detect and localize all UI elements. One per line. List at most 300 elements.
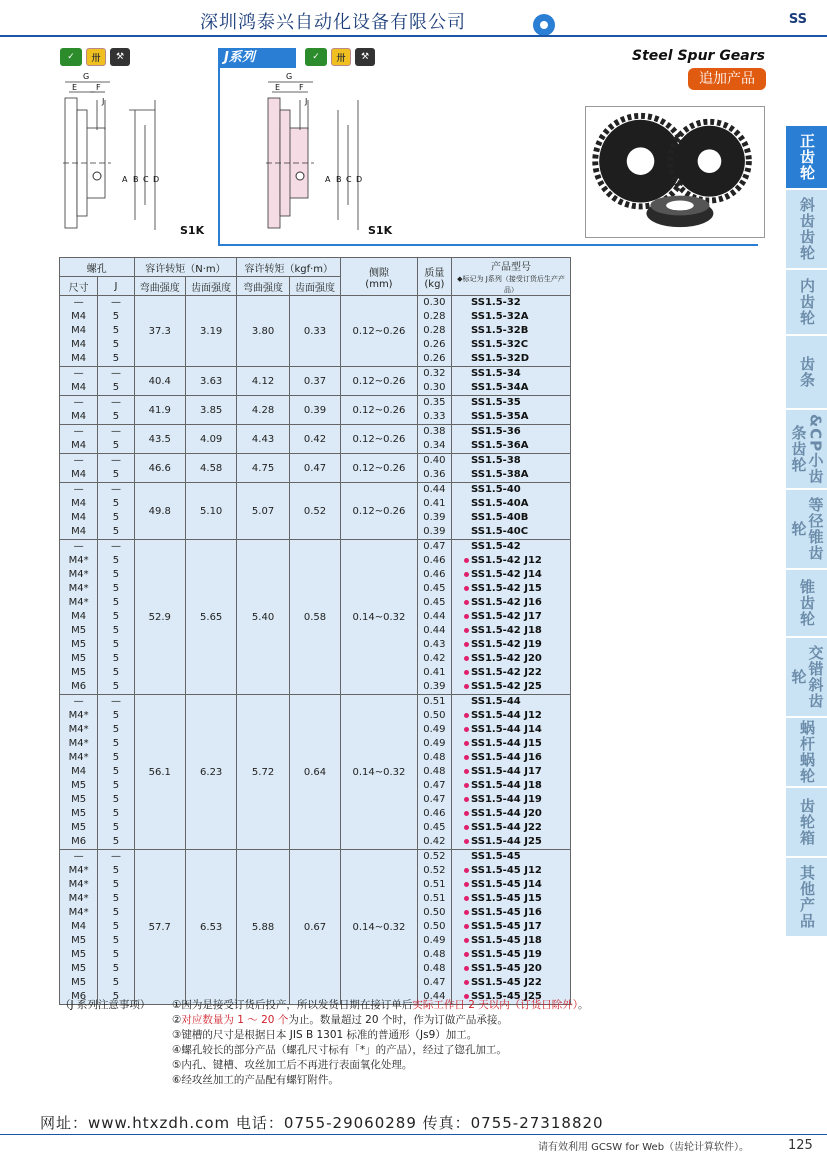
stack-cell [452,850,571,1005]
mass-cell: 0.36 [423,469,446,480]
bending-kgf-cell: 4.28 [237,396,289,425]
screw-size-cell: M4* [68,893,89,904]
mass-cell: 0.45 [423,583,446,594]
note-2-highlight: 对应数量为 1 ～ 20 个 [181,1014,289,1026]
model-text: SS1.5-45 J17 [471,921,542,932]
side-nav-item-7[interactable]: 交错斜齿轮 [786,638,827,718]
backlash-cell: 0.12~0.26 [341,296,418,367]
note-1-end: 。 [578,999,589,1011]
j-cell: 5 [112,597,120,608]
model-text: SS1.5-40 [471,484,521,495]
mass-cell: 0.44 [423,991,446,1002]
stack-cell [452,454,571,483]
screw-size-cell: M4* [68,907,89,918]
rohs-icon: ✓ [60,48,82,66]
jseries-dot-icon [464,741,469,746]
jseries-dot-icon [464,811,469,816]
model-cell [464,765,568,779]
jseries-dot-icon [464,684,469,689]
jseries-dot-icon [464,966,469,971]
model-text: SS1.5-40C [471,526,529,537]
model-cell [464,568,568,582]
model-text: SS1.5-36A [471,440,529,451]
note-2-num: ② [172,1014,182,1026]
section-code: SS [788,12,807,27]
model-text: SS1.5-44 J22 [471,822,542,833]
j-cell: 5 [112,382,120,393]
header-torque-nm: 容许转矩（N·m） [134,258,237,277]
jseries-dot-icon [464,896,469,901]
model-text: SS1.5-44 J12 [471,710,542,721]
screw-size-cell: M4 [71,339,87,350]
model-cell [464,821,568,835]
jseries-dot-icon [464,882,469,887]
j-cell: — [110,851,121,862]
mass-cell: 0.28 [423,325,446,336]
mass-cell: 0.33 [423,411,446,422]
note-2 [172,1013,732,1028]
header-backlash-unit: (mm) [365,278,393,290]
backlash-cell: 0.14~0.32 [341,850,418,1005]
mass-cell: 0.49 [423,935,446,946]
screw-size-cell: M4 [71,498,87,509]
dim-b: B [336,175,342,184]
screw-size-cell: M4* [68,865,89,876]
mass-cell: 0.41 [423,667,446,678]
jseries-dot-icon [464,572,469,577]
j-cell: 5 [112,991,120,1002]
mass-cell: 0.46 [423,555,446,566]
dim-g: G [83,72,90,81]
drawing-label-left: S1K [180,224,205,237]
surface-nm-cell: 3.63 [185,367,236,396]
mass-cell: 0.51 [423,893,446,904]
screw-size-cell: M4* [68,738,89,749]
company-name: 深圳鸿泰兴自动化设备有限公司 [200,12,466,33]
surface-nm-cell: 6.53 [185,850,236,1005]
badge-row-right [305,48,375,66]
model-cell [464,497,568,511]
dim-g: G [286,72,293,81]
mass-cell: 0.48 [423,766,446,777]
bending-nm-cell: 37.3 [134,296,185,367]
table-row-group [60,454,571,483]
header-size: 尺寸 [60,277,98,296]
screw-size-cell: M5 [71,667,87,678]
model-cell [464,468,568,482]
screw-size-cell: M4* [68,583,89,594]
model-cell [464,610,568,624]
jseries-dot-icon [464,797,469,802]
model-cell [464,483,568,497]
mass-cell: 0.47 [423,541,446,552]
jseries-dot-icon [464,628,469,633]
header-screw: 螺孔 [60,258,135,277]
side-nav [786,126,827,938]
surface-kgf-cell: 0.47 [289,454,340,483]
j-cell: 5 [112,625,120,636]
model-text: SS1.5-44 J18 [471,780,542,791]
header-torque-kgf: 容许转矩（kgf·m） [237,258,341,277]
j-cell: 5 [112,440,120,451]
surface-kgf-cell: 0.64 [289,695,340,850]
mass-cell: 0.42 [423,836,446,847]
model-cell [464,709,568,723]
side-nav-item-1[interactable]: 斜齿齿轮 [786,190,827,270]
header-divider [0,35,827,37]
screw-size-cell: M5 [71,963,87,974]
jseries-dot-icon [464,839,469,844]
model-cell [464,666,568,680]
model-text: SS1.5-45 J14 [471,879,542,890]
stack-cell [417,296,451,367]
header-model-note: ◆标记为 J系列（接受订货后生产产品） [457,275,565,294]
screw-size-cell: — [73,696,84,707]
jseries-dot-icon [464,614,469,619]
backlash-cell: 0.12~0.26 [341,483,418,540]
j-cell: 5 [112,949,120,960]
screw-size-cell: M4* [68,555,89,566]
dim-f: F [299,83,304,92]
j-cell: 5 [112,752,120,763]
table-row-group [60,296,571,367]
screw-size-cell: — [73,851,84,862]
side-nav-item-6[interactable]: 锥齿轮 [786,570,827,638]
j-cell: 5 [112,653,120,664]
model-cell [464,850,568,864]
dim-d: D [153,175,160,184]
mass-cell: 0.44 [423,625,446,636]
model-cell [464,367,568,381]
model-cell [464,324,568,338]
j-cell: 5 [112,963,120,974]
jseries-dot-icon [464,938,469,943]
dim-d: D [356,175,363,184]
model-text: SS1.5-32D [471,353,530,364]
model-text: SS1.5-45 J15 [471,893,542,904]
model-text: SS1.5-42 [471,541,521,552]
header-mass-unit: (kg) [424,278,445,290]
screw-size-cell: M6 [71,836,87,847]
model-text: SS1.5-42 J16 [471,597,542,608]
table-row-group [60,850,571,1005]
model-text: SS1.5-44 [471,696,521,707]
surface-kgf-cell: 0.42 [289,425,340,454]
backlash-cell: 0.12~0.26 [341,367,418,396]
jseries-dot-icon [464,952,469,957]
hardened-icon: ⚒ [355,48,375,66]
mass-cell: 0.47 [423,794,446,805]
model-cell [464,962,568,976]
header-mass [417,258,451,296]
surface-kgf-cell: 0.37 [289,367,340,396]
screw-size-cell: M5 [71,822,87,833]
stack-cell [60,425,98,454]
j-cell: — [110,541,121,552]
model-text: SS1.5-42 J25 [471,681,542,692]
screw-size-cell: M4 [71,353,87,364]
product-title: Steel Spur Gears [632,48,765,64]
screw-size-cell: M5 [71,653,87,664]
bending-kgf-cell: 5.72 [237,695,289,850]
table-row-group [60,695,571,850]
surface-kgf-cell: 0.52 [289,483,340,540]
note-1-text: ①因为是接受订货后投产，所以发货日期在接订单后 [172,999,413,1011]
j-cell: 5 [112,526,120,537]
model-cell [464,454,568,468]
surface-nm-cell: 5.65 [185,540,236,695]
jseries-dot-icon [464,980,469,985]
surface-kgf-cell: 0.58 [289,540,340,695]
stack-cell [452,425,571,454]
j-cell: 5 [112,907,120,918]
mass-cell: 0.32 [423,368,446,379]
model-text: SS1.5-35 [471,397,521,408]
j-cell: 5 [112,569,120,580]
j-cell: — [110,368,121,379]
stack-cell [98,483,134,540]
j-cell: 5 [112,353,120,364]
model-cell [464,381,568,395]
note-4: ④螺孔较长的部分产品（螺孔尺寸标有「*」的产品），经过了锪孔加工。 [172,1044,507,1056]
model-cell [464,948,568,962]
bending-kgf-cell: 4.75 [237,454,289,483]
mass-cell: 0.50 [423,921,446,932]
screw-size-cell: — [73,426,84,437]
side-nav-item-2[interactable]: 内齿轮 [786,270,827,336]
model-text: SS1.5-42 J14 [471,569,542,580]
backlash-cell: 0.14~0.32 [341,695,418,850]
surface-nm-cell: 4.58 [185,454,236,483]
mass-cell: 0.38 [423,426,446,437]
model-text: SS1.5-38 [471,455,521,466]
bending-nm-cell: 40.4 [134,367,185,396]
j-cell: 5 [112,766,120,777]
model-text: SS1.5-45 [471,851,521,862]
product-photo [585,106,765,238]
screw-size-cell: M4* [68,597,89,608]
j-cell: — [110,297,121,308]
j-cell: 5 [112,311,120,322]
screw-size-cell: M5 [71,949,87,960]
model-cell [464,652,568,666]
screw-size-cell: — [73,368,84,379]
side-nav-item-8[interactable]: 蜗杆蜗轮 [786,718,827,788]
table-row-group [60,396,571,425]
bending-kgf-cell: 3.80 [237,296,289,367]
stack-cell [98,850,134,1005]
jseries-dot-icon [464,600,469,605]
model-text: SS1.5-45 J12 [471,865,542,876]
model-text: SS1.5-42 J15 [471,583,542,594]
surface-nm-cell: 6.23 [185,695,236,850]
mass-cell: 0.47 [423,780,446,791]
header-model-label: 产品型号 [491,262,531,273]
bending-nm-cell: 49.8 [134,483,185,540]
mass-cell: 0.50 [423,907,446,918]
j-cell: 5 [112,498,120,509]
dim-c: C [346,175,352,184]
screw-size-cell: M4 [71,512,87,523]
side-nav-item-0[interactable]: 正齿轮 [786,126,827,190]
bending-kgf-cell: 4.43 [237,425,289,454]
model-cell [464,296,568,310]
dim-c: C [143,175,149,184]
surface-nm-cell: 4.09 [185,425,236,454]
header-j: J [98,277,134,296]
screw-size-cell: M4 [71,611,87,622]
surface-nm-cell: 3.19 [185,296,236,367]
j-cell: 5 [112,822,120,833]
backlash-cell: 0.12~0.26 [341,396,418,425]
model-cell [464,540,568,554]
model-text: SS1.5-38A [471,469,529,480]
screw-size-cell: M6 [71,681,87,692]
j-cell: 5 [112,639,120,650]
screw-size-cell: M4 [71,382,87,393]
side-nav-item-4[interactable]: &CP小齿条齿轮 [786,410,827,490]
dim-b: B [133,175,139,184]
stack-cell [98,296,134,367]
model-text: SS1.5-44 J15 [471,738,542,749]
j-cell: — [110,455,121,466]
mass-cell: 0.46 [423,569,446,580]
model-cell [464,934,568,948]
model-cell [464,680,568,694]
model-cell [464,906,568,920]
gear-drawing-left [55,70,215,245]
jseries-dot-icon [464,713,469,718]
j-cell: 5 [112,583,120,594]
model-cell [464,511,568,525]
model-text: SS1.5-40B [471,512,529,523]
stack-cell [98,540,134,695]
surface-kgf-cell: 0.67 [289,850,340,1005]
stack-cell [452,296,571,367]
j-cell: 5 [112,710,120,721]
mass-cell: 0.51 [423,879,446,890]
model-cell [464,751,568,765]
stack-cell [452,540,571,695]
screw-size-cell: M5 [71,625,87,636]
screw-size-cell: M4 [71,440,87,451]
stack-cell [452,396,571,425]
stack-cell [60,483,98,540]
side-nav-item-10[interactable]: 其他产品 [786,858,827,938]
rohs-icon: ✓ [305,48,327,66]
added-product-badge: 追加产品 [688,68,766,90]
model-cell [464,878,568,892]
model-text: SS1.5-36 [471,426,521,437]
model-cell [464,439,568,453]
stack-cell [60,540,98,695]
header-bending-nm: 弯曲强度 [134,277,185,296]
jseries-dot-icon [464,924,469,929]
spec-table [59,257,571,1005]
mass-cell: 0.26 [423,339,446,350]
stack-cell [417,540,451,695]
model-cell [464,835,568,849]
j-cell: 5 [112,667,120,678]
screw-size-cell: M4* [68,724,89,735]
side-nav-item-3[interactable]: 齿条 [786,336,827,410]
model-text: SS1.5-45 J25 [471,991,542,1002]
jseries-dot-icon [464,910,469,915]
mass-cell: 0.28 [423,311,446,322]
model-cell [464,638,568,652]
j-cell: — [110,397,121,408]
stack-cell [417,695,451,850]
mass-cell: 0.46 [423,808,446,819]
footer-note: 请有效利用 GCSW for Web（齿轮计算软件）。 [538,1142,750,1153]
model-cell [464,554,568,568]
screw-size-cell: — [73,484,84,495]
model-text: SS1.5-32B [471,325,529,336]
model-text: SS1.5-34 [471,368,521,379]
backlash-cell: 0.12~0.26 [341,425,418,454]
footer-divider [0,1134,827,1135]
backlash-cell: 0.12~0.26 [341,454,418,483]
model-text: SS1.5-42 J18 [471,625,542,636]
bending-nm-cell: 52.9 [134,540,185,695]
stack-cell [417,850,451,1005]
mass-cell: 0.40 [423,455,446,466]
mass-cell: 0.26 [423,353,446,364]
mass-cell: 0.50 [423,710,446,721]
gear-drawing-right [258,70,418,245]
mass-cell: 0.52 [423,865,446,876]
screw-size-cell: M4 [71,311,87,322]
model-text: SS1.5-42 J19 [471,639,542,650]
model-cell [464,807,568,821]
mass-cell: 0.48 [423,752,446,763]
j-cell: 5 [112,339,120,350]
stack-cell [98,367,134,396]
mass-cell: 0.49 [423,724,446,735]
dim-f: F [96,83,101,92]
mass-cell: 0.43 [423,639,446,650]
header-model [452,258,571,296]
note-1 [172,998,732,1013]
surface-kgf-cell: 0.39 [289,396,340,425]
dim-a: A [325,175,331,184]
model-text: SS1.5-42 J17 [471,611,542,622]
note-5: ⑤内孔、键槽、攻丝加工后不再进行表面氧化处理。 [172,1059,413,1071]
side-nav-item-5[interactable]: 等径锥齿轮 [786,490,827,570]
mass-cell: 0.34 [423,440,446,451]
j-cell: 5 [112,977,120,988]
stack-cell [452,483,571,540]
mass-cell: 0.45 [423,597,446,608]
stack-cell [60,695,98,850]
j-cell: 5 [112,611,120,622]
j-cell: 5 [112,794,120,805]
dim-e: E [72,83,78,92]
j-cell: 5 [112,469,120,480]
screw-size-cell: M5 [71,808,87,819]
mass-cell: 0.30 [423,382,446,393]
stack-cell [417,454,451,483]
j-cell: 5 [112,512,120,523]
side-nav-item-9[interactable]: 齿轮箱 [786,788,827,858]
bending-kgf-cell: 5.07 [237,483,289,540]
model-cell [464,920,568,934]
screw-size-cell: M5 [71,639,87,650]
screw-size-cell: — [73,397,84,408]
bending-nm-cell: 57.7 [134,850,185,1005]
page-number: 125 [788,1138,813,1153]
model-cell [464,737,568,751]
